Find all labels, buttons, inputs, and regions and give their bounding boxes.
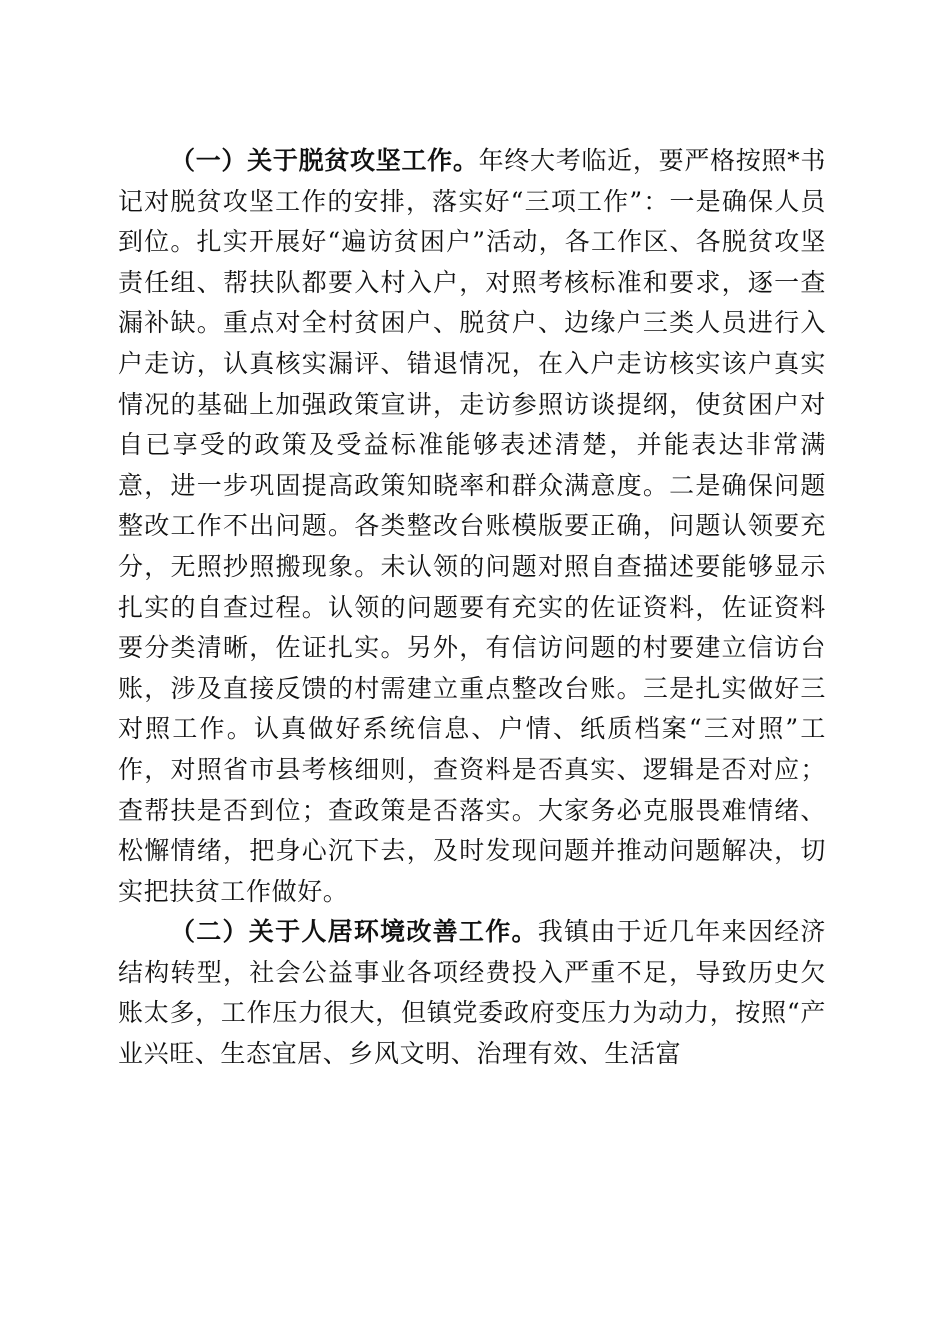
paragraph-heading: （一）关于脱贫攻坚工作。: [170, 146, 479, 175]
paragraph-text: 年终大考临近，要严格按照*书记对脱贫攻坚工作的安排，落实好“三项工作”：一是确保人员到位。扎实开展好“遍访贫困户”活动，各工作区、各脱贫攻坚责任组、帮扶队都要入村入户，对照考核标准和要求，逐一查漏补缺。重点对全村贫困户、脱贫户、边缘户三类人员进行入户走访，认真核实漏评、错退情况，在入户走访核实该户真实情况的基础上加强政策宣讲，走访参照访谈提纲，使贫困户对自已享受的政策及受益标准能够表述清楚，并能表达非常满意，进一步巩固提高政策知晓率和群众满意度。二是确保问题整改工作不出问题。各类整改台账模版要正确，问题认领要充分，无照抄照搬现象。未认领的问题对照自查描述要能够显示扎实的自查过程。认领的问题要有充实的佐证资料，佐证资料要分类清晰，佐证扎实。另外，有信访问题的村要建立信访台账，涉及直接反馈的村需建立重点整改台账。三是扎实做好三对照工作。认真做好系统信息、户情、纸质档案“三对照”工作，对照省市县考核细则，查资料是否真实、逻辑是否对应；查帮扶是否到位；查政策是否落实。大家务必克服畏难情绪、松懈情绪，把身心沉下去，及时发现问题并推动问题解决，切实把扶贫工作做好。: [118, 146, 826, 906]
paragraph-text: 我镇由于近几年来因经济结构转型，社会公益事业各项经费投入严重不足，导致历史欠账太多，工作压力很大，但镇党委政府变压力为动力，按照“产业兴旺、生态宜居、乡风文明、治理有效、生活富: [118, 917, 826, 1069]
document-body: [118, 141, 826, 1075]
paragraph-heading: （二）关于人居环境改善工作。: [170, 917, 538, 947]
paragraph-poverty-alleviation: [118, 141, 826, 912]
paragraph-living-environment: [118, 912, 826, 1074]
